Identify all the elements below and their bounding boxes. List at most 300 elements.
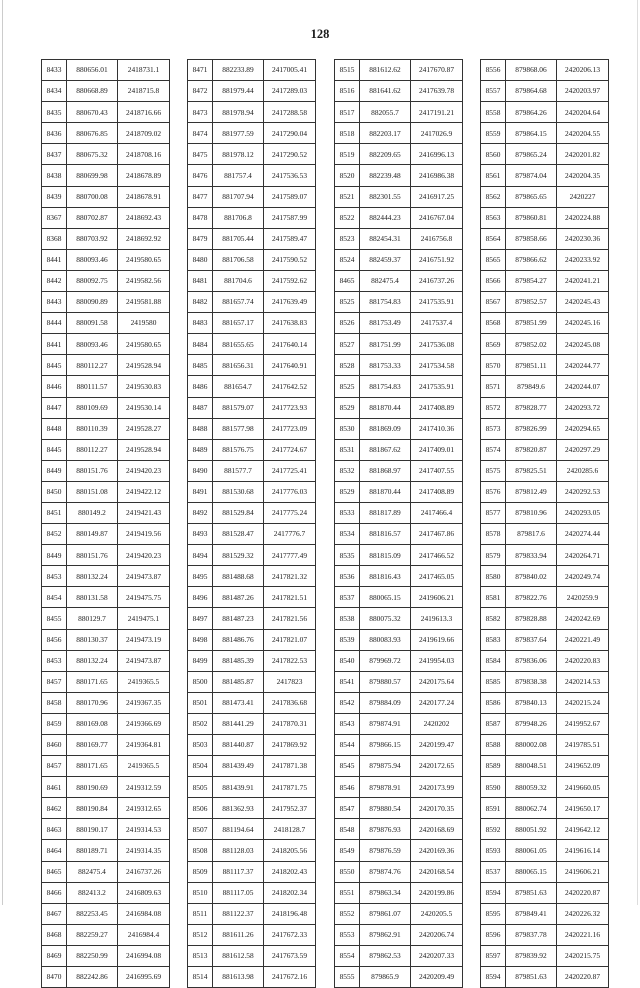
point-number-cell: 8529 xyxy=(335,481,360,502)
x-coordinate-cell: 881362.93 xyxy=(213,798,264,819)
y-coordinate-cell: 2419475.75 xyxy=(118,587,170,608)
point-number-cell: 8573 xyxy=(481,418,506,439)
x-coordinate-cell: 880090.89 xyxy=(67,292,118,313)
y-coordinate-cell: 2417535.91 xyxy=(411,292,463,313)
y-coordinate-cell: 2417191.21 xyxy=(411,102,463,123)
x-coordinate-cell: 879852.02 xyxy=(506,334,557,355)
y-coordinate-cell: 2417537.4 xyxy=(411,313,463,334)
table-row xyxy=(481,587,609,608)
point-number-cell: 8449 xyxy=(42,460,67,481)
table-row xyxy=(335,819,463,840)
x-coordinate-cell: 880656.01 xyxy=(67,60,118,81)
point-number-cell: 8514 xyxy=(188,967,213,988)
point-number-cell: 8439 xyxy=(42,186,67,207)
y-coordinate-cell: 2417642.52 xyxy=(264,376,316,397)
point-number-cell: 8591 xyxy=(481,798,506,819)
table-row xyxy=(481,608,609,629)
y-coordinate-cell: 2417536.08 xyxy=(411,334,463,355)
x-coordinate-cell: 882454.31 xyxy=(360,228,411,249)
point-number-cell: 8502 xyxy=(188,713,213,734)
point-number-cell: 8557 xyxy=(481,81,506,102)
table-row xyxy=(335,355,463,376)
y-coordinate-cell: 2420170.35 xyxy=(411,798,463,819)
point-number-cell: 8493 xyxy=(188,524,213,545)
x-coordinate-cell: 881754.83 xyxy=(360,376,411,397)
point-number-cell: 8586 xyxy=(481,692,506,713)
x-coordinate-cell: 879837.78 xyxy=(506,924,557,945)
table-row xyxy=(335,144,463,165)
point-number-cell: 8456 xyxy=(42,629,67,650)
table-row xyxy=(42,566,170,587)
y-coordinate-cell: 2420204.64 xyxy=(557,102,609,123)
y-coordinate-cell: 2417026.9 xyxy=(411,123,463,144)
point-number-cell: 8455 xyxy=(42,608,67,629)
table-row xyxy=(335,418,463,439)
point-number-cell: 8486 xyxy=(188,376,213,397)
point-number-cell: 8541 xyxy=(335,671,360,692)
x-coordinate-cell: 881613.98 xyxy=(213,967,264,988)
point-number-cell: 8446 xyxy=(42,376,67,397)
table-row xyxy=(42,418,170,439)
table-row xyxy=(335,502,463,523)
x-coordinate-cell: 881754.83 xyxy=(360,292,411,313)
point-number-cell: 8590 xyxy=(481,777,506,798)
table-row xyxy=(481,777,609,798)
table-row xyxy=(42,123,170,144)
y-coordinate-cell: 2420205.5 xyxy=(411,903,463,924)
x-coordinate-cell: 882444.23 xyxy=(360,207,411,228)
x-coordinate-cell: 880190.69 xyxy=(67,777,118,798)
y-coordinate-cell: 2420202 xyxy=(411,713,463,734)
table-row xyxy=(188,967,316,988)
point-number-cell: 8529 xyxy=(335,397,360,418)
y-coordinate-cell: 2420293.05 xyxy=(557,502,609,523)
point-number-cell: 8368 xyxy=(42,228,67,249)
point-number-cell: 8480 xyxy=(188,249,213,270)
point-number-cell: 8580 xyxy=(481,566,506,587)
y-coordinate-cell: 2420215.24 xyxy=(557,692,609,713)
x-coordinate-cell: 880190.84 xyxy=(67,798,118,819)
table-row xyxy=(335,460,463,481)
y-coordinate-cell: 2420285.6 xyxy=(557,460,609,481)
point-number-cell: 8533 xyxy=(335,502,360,523)
point-number-cell: 8504 xyxy=(188,756,213,777)
x-coordinate-cell: 881816.43 xyxy=(360,566,411,587)
table-row xyxy=(335,397,463,418)
table-row xyxy=(481,334,609,355)
table-row xyxy=(335,524,463,545)
x-coordinate-cell: 879849.41 xyxy=(506,903,557,924)
point-number-cell: 8445 xyxy=(42,439,67,460)
x-coordinate-cell: 880093.46 xyxy=(67,334,118,355)
y-coordinate-cell: 2419420.23 xyxy=(118,545,170,566)
y-coordinate-cell: 2419314.53 xyxy=(118,819,170,840)
y-coordinate-cell: 2420297.29 xyxy=(557,439,609,460)
x-coordinate-cell: 880002.08 xyxy=(506,735,557,756)
table-row xyxy=(188,376,316,397)
y-coordinate-cell: 2417590.52 xyxy=(264,249,316,270)
y-coordinate-cell: 2419530.83 xyxy=(118,376,170,397)
point-number-cell: 8445 xyxy=(42,355,67,376)
y-coordinate-cell: 2419581.88 xyxy=(118,292,170,313)
point-number-cell: 8458 xyxy=(42,692,67,713)
table-row xyxy=(42,861,170,882)
y-coordinate-cell: 2420201.82 xyxy=(557,144,609,165)
x-coordinate-cell: 880700.08 xyxy=(67,186,118,207)
table-row xyxy=(481,102,609,123)
y-coordinate-cell: 2419366.69 xyxy=(118,713,170,734)
x-coordinate-cell: 881657.74 xyxy=(213,292,264,313)
y-coordinate-cell: 2420294.65 xyxy=(557,418,609,439)
table-row xyxy=(335,123,463,144)
x-coordinate-cell: 879817.6 xyxy=(506,524,557,545)
x-coordinate-cell: 880171.65 xyxy=(67,756,118,777)
point-number-cell: 8481 xyxy=(188,270,213,291)
point-number-cell: 8499 xyxy=(188,650,213,671)
y-coordinate-cell: 2420293.72 xyxy=(557,397,609,418)
y-coordinate-cell: 2418709.02 xyxy=(118,123,170,144)
point-number-cell: 8594 xyxy=(481,967,506,988)
x-coordinate-cell: 881870.44 xyxy=(360,397,411,418)
table-row xyxy=(42,228,170,249)
point-number-cell: 8449 xyxy=(42,545,67,566)
y-coordinate-cell: 2420245.08 xyxy=(557,334,609,355)
point-number-cell: 8490 xyxy=(188,460,213,481)
point-number-cell: 8506 xyxy=(188,798,213,819)
point-number-cell: 8465 xyxy=(42,861,67,882)
point-number-cell: 8556 xyxy=(481,60,506,81)
y-coordinate-cell: 2417410.36 xyxy=(411,418,463,439)
table-row xyxy=(188,756,316,777)
point-number-cell: 8444 xyxy=(42,313,67,334)
point-number-cell: 8453 xyxy=(42,650,67,671)
x-coordinate-cell: 881706.58 xyxy=(213,249,264,270)
x-coordinate-cell: 881441.29 xyxy=(213,713,264,734)
point-number-cell: 8535 xyxy=(335,545,360,566)
x-coordinate-cell: 879858.66 xyxy=(506,228,557,249)
point-number-cell: 8567 xyxy=(481,292,506,313)
x-coordinate-cell: 881128.03 xyxy=(213,840,264,861)
coordinate-table-2 xyxy=(187,59,316,988)
y-coordinate-cell: 2419422.12 xyxy=(118,481,170,502)
x-coordinate-cell: 879868.06 xyxy=(506,60,557,81)
x-coordinate-cell: 879840.02 xyxy=(506,566,557,587)
table-row xyxy=(481,292,609,313)
point-number-cell: 8464 xyxy=(42,840,67,861)
y-coordinate-cell: 2417005.41 xyxy=(264,60,316,81)
table-row xyxy=(42,882,170,903)
y-coordinate-cell: 2419364.81 xyxy=(118,735,170,756)
point-number-cell: 8525 xyxy=(335,292,360,313)
y-coordinate-cell: 2417640.14 xyxy=(264,334,316,355)
table-row xyxy=(481,819,609,840)
y-coordinate-cell: 2418202.34 xyxy=(264,882,316,903)
x-coordinate-cell: 880675.32 xyxy=(67,144,118,165)
x-coordinate-cell: 880065.15 xyxy=(360,587,411,608)
y-coordinate-cell: 2417670.87 xyxy=(411,60,463,81)
point-number-cell: 8435 xyxy=(42,102,67,123)
y-coordinate-cell: 2417466.52 xyxy=(411,545,463,566)
y-coordinate-cell: 2417723.93 xyxy=(264,397,316,418)
table-row xyxy=(42,924,170,945)
point-number-cell: 8495 xyxy=(188,566,213,587)
y-coordinate-cell: 2420220.87 xyxy=(557,882,609,903)
point-number-cell: 8451 xyxy=(42,502,67,523)
x-coordinate-cell: 879833.94 xyxy=(506,545,557,566)
y-coordinate-cell: 2420220.83 xyxy=(557,650,609,671)
y-coordinate-cell: 2420168.69 xyxy=(411,819,463,840)
y-coordinate-cell: 2419528.27 xyxy=(118,418,170,439)
table-row xyxy=(481,439,609,460)
table-row xyxy=(188,60,316,81)
table-row xyxy=(42,376,170,397)
y-coordinate-cell: 2417869.92 xyxy=(264,735,316,756)
y-coordinate-cell: 2416751.92 xyxy=(411,249,463,270)
y-coordinate-cell: 2420204.55 xyxy=(557,123,609,144)
point-number-cell: 8542 xyxy=(335,692,360,713)
table-row xyxy=(481,313,609,334)
point-number-cell: 8459 xyxy=(42,713,67,734)
table-row xyxy=(188,840,316,861)
table-row xyxy=(188,439,316,460)
y-coordinate-cell: 2417409.01 xyxy=(411,439,463,460)
x-coordinate-cell: 880132.24 xyxy=(67,650,118,671)
y-coordinate-cell: 2418678.89 xyxy=(118,165,170,186)
y-coordinate-cell: 2418692.43 xyxy=(118,207,170,228)
y-coordinate-cell: 2420220.87 xyxy=(557,967,609,988)
y-coordinate-cell: 2416994.08 xyxy=(118,945,170,966)
table-row xyxy=(42,840,170,861)
x-coordinate-cell: 879820.87 xyxy=(506,439,557,460)
point-number-cell: 8579 xyxy=(481,545,506,566)
x-coordinate-cell: 880169.08 xyxy=(67,713,118,734)
x-coordinate-cell: 881979.44 xyxy=(213,81,264,102)
y-coordinate-cell: 2420226.32 xyxy=(557,903,609,924)
x-coordinate-cell: 880129.7 xyxy=(67,608,118,629)
y-coordinate-cell: 2417536.53 xyxy=(264,165,316,186)
point-number-cell: 8571 xyxy=(481,376,506,397)
point-number-cell: 8588 xyxy=(481,735,506,756)
x-coordinate-cell: 879880.54 xyxy=(360,798,411,819)
x-coordinate-cell: 880170.96 xyxy=(67,692,118,713)
point-number-cell: 8509 xyxy=(188,861,213,882)
point-number-cell: 8443 xyxy=(42,292,67,313)
point-number-cell: 8492 xyxy=(188,502,213,523)
x-coordinate-cell: 880131.58 xyxy=(67,587,118,608)
point-number-cell: 8595 xyxy=(481,903,506,924)
point-number-cell: 8530 xyxy=(335,418,360,439)
y-coordinate-cell: 2419952.67 xyxy=(557,713,609,734)
x-coordinate-cell: 879876.93 xyxy=(360,819,411,840)
table-row xyxy=(481,270,609,291)
table-row xyxy=(481,945,609,966)
point-number-cell: 8587 xyxy=(481,713,506,734)
point-number-cell: 8550 xyxy=(335,861,360,882)
point-number-cell: 8511 xyxy=(188,903,213,924)
x-coordinate-cell: 879851.11 xyxy=(506,355,557,376)
table-row xyxy=(481,903,609,924)
point-number-cell: 8454 xyxy=(42,587,67,608)
x-coordinate-cell: 880670.43 xyxy=(67,102,118,123)
table-row xyxy=(335,840,463,861)
table-row xyxy=(188,292,316,313)
table-row xyxy=(188,713,316,734)
point-number-cell: 8465 xyxy=(335,270,360,291)
x-coordinate-cell: 882475.4 xyxy=(360,270,411,291)
point-number-cell: 8442 xyxy=(42,270,67,291)
point-number-cell: 8487 xyxy=(188,397,213,418)
y-coordinate-cell: 2420221.16 xyxy=(557,924,609,945)
point-number-cell: 8437 xyxy=(42,144,67,165)
y-coordinate-cell: 2417640.91 xyxy=(264,355,316,376)
point-number-cell: 8515 xyxy=(335,60,360,81)
point-number-cell: 8461 xyxy=(42,777,67,798)
y-coordinate-cell: 2419616.14 xyxy=(557,840,609,861)
y-coordinate-cell: 2416737.26 xyxy=(411,270,463,291)
x-coordinate-cell: 881576.75 xyxy=(213,439,264,460)
point-number-cell: 8566 xyxy=(481,270,506,291)
point-number-cell: 8565 xyxy=(481,249,506,270)
point-number-cell: 8585 xyxy=(481,671,506,692)
x-coordinate-cell: 880169.77 xyxy=(67,735,118,756)
table-row xyxy=(188,228,316,249)
x-coordinate-cell: 879874.04 xyxy=(506,165,557,186)
table-row xyxy=(335,713,463,734)
y-coordinate-cell: 2417821.07 xyxy=(264,629,316,650)
y-coordinate-cell: 2418678.91 xyxy=(118,186,170,207)
point-number-cell: 8434 xyxy=(42,81,67,102)
point-number-cell: 8438 xyxy=(42,165,67,186)
table-row xyxy=(188,186,316,207)
table-row xyxy=(481,671,609,692)
point-number-cell: 8441 xyxy=(42,249,67,270)
point-number-cell: 8559 xyxy=(481,123,506,144)
point-number-cell: 8448 xyxy=(42,418,67,439)
table-row xyxy=(188,945,316,966)
x-coordinate-cell: 880093.46 xyxy=(67,249,118,270)
x-coordinate-cell: 881751.99 xyxy=(360,334,411,355)
table-row xyxy=(42,270,170,291)
y-coordinate-cell: 2420244.77 xyxy=(557,355,609,376)
x-coordinate-cell: 880190.17 xyxy=(67,819,118,840)
y-coordinate-cell: 2417723.09 xyxy=(264,418,316,439)
x-coordinate-cell: 882250.99 xyxy=(67,945,118,966)
table-row xyxy=(188,81,316,102)
x-coordinate-cell: 879839.92 xyxy=(506,945,557,966)
y-coordinate-cell: 2416996.13 xyxy=(411,144,463,165)
table-row xyxy=(42,165,170,186)
x-coordinate-cell: 881439.49 xyxy=(213,756,264,777)
table-row xyxy=(481,735,609,756)
point-number-cell: 8558 xyxy=(481,102,506,123)
point-number-cell: 8503 xyxy=(188,735,213,756)
table-row xyxy=(481,460,609,481)
point-number-cell: 8537 xyxy=(335,587,360,608)
y-coordinate-cell: 2418196.48 xyxy=(264,903,316,924)
x-coordinate-cell: 880109.69 xyxy=(67,397,118,418)
table-row xyxy=(188,418,316,439)
y-coordinate-cell: 2417775.24 xyxy=(264,502,316,523)
point-number-cell: 8466 xyxy=(42,882,67,903)
x-coordinate-cell: 880051.92 xyxy=(506,819,557,840)
table-row xyxy=(481,397,609,418)
point-number-cell: 8450 xyxy=(42,481,67,502)
point-number-cell: 8578 xyxy=(481,524,506,545)
point-number-cell: 8463 xyxy=(42,819,67,840)
y-coordinate-cell: 2416995.69 xyxy=(118,967,170,988)
table-row xyxy=(335,861,463,882)
x-coordinate-cell: 879874.76 xyxy=(360,861,411,882)
x-coordinate-cell: 879863.34 xyxy=(360,882,411,903)
y-coordinate-cell: 2417639.49 xyxy=(264,292,316,313)
table-row xyxy=(335,967,463,988)
x-coordinate-cell: 881529.32 xyxy=(213,545,264,566)
table-row xyxy=(42,249,170,270)
point-number-cell: 8471 xyxy=(188,60,213,81)
point-number-cell: 8543 xyxy=(335,713,360,734)
y-coordinate-cell: 2417870.31 xyxy=(264,713,316,734)
table-row xyxy=(335,608,463,629)
table-row xyxy=(188,819,316,840)
y-coordinate-cell: 2420199.86 xyxy=(411,882,463,903)
point-number-cell: 8507 xyxy=(188,819,213,840)
table-row xyxy=(42,735,170,756)
point-number-cell: 8436 xyxy=(42,123,67,144)
x-coordinate-cell: 881978.12 xyxy=(213,144,264,165)
x-coordinate-cell: 881528.47 xyxy=(213,524,264,545)
x-coordinate-cell: 879851.99 xyxy=(506,313,557,334)
y-coordinate-cell: 2420204.35 xyxy=(557,165,609,186)
x-coordinate-cell: 882259.27 xyxy=(67,924,118,945)
point-number-cell: 8512 xyxy=(188,924,213,945)
y-coordinate-cell: 2416984.4 xyxy=(118,924,170,945)
x-coordinate-cell: 880110.39 xyxy=(67,418,118,439)
y-coordinate-cell: 2419606.21 xyxy=(411,587,463,608)
y-coordinate-cell: 2419582.56 xyxy=(118,270,170,291)
x-coordinate-cell: 881707.94 xyxy=(213,186,264,207)
y-coordinate-cell: 2419421.43 xyxy=(118,502,170,523)
x-coordinate-cell: 879851.63 xyxy=(506,967,557,988)
y-coordinate-cell: 2419785.51 xyxy=(557,735,609,756)
point-number-cell: 8581 xyxy=(481,587,506,608)
point-number-cell: 8468 xyxy=(42,924,67,945)
point-number-cell: 8532 xyxy=(335,460,360,481)
table-row xyxy=(481,376,609,397)
y-coordinate-cell: 2419530.14 xyxy=(118,397,170,418)
y-coordinate-cell: 2420206.74 xyxy=(411,924,463,945)
x-coordinate-cell: 881485.39 xyxy=(213,650,264,671)
x-coordinate-cell: 879884.09 xyxy=(360,692,411,713)
table-row xyxy=(481,355,609,376)
table-row xyxy=(188,502,316,523)
x-coordinate-cell: 879828.88 xyxy=(506,608,557,629)
table-row xyxy=(335,165,463,186)
x-coordinate-cell: 881529.84 xyxy=(213,502,264,523)
table-row xyxy=(188,460,316,481)
y-coordinate-cell: 2420221.49 xyxy=(557,629,609,650)
x-coordinate-cell: 879948.26 xyxy=(506,713,557,734)
x-coordinate-cell: 879876.59 xyxy=(360,840,411,861)
y-coordinate-cell: 2420227 xyxy=(557,186,609,207)
table-row xyxy=(42,756,170,777)
x-coordinate-cell: 881117.37 xyxy=(213,861,264,882)
x-coordinate-cell: 881194.64 xyxy=(213,819,264,840)
point-number-cell: 8546 xyxy=(335,777,360,798)
y-coordinate-cell: 2417289.03 xyxy=(264,81,316,102)
y-coordinate-cell: 2419580.65 xyxy=(118,334,170,355)
y-coordinate-cell: 2418128.7 xyxy=(264,819,316,840)
x-coordinate-cell: 879861.07 xyxy=(360,903,411,924)
